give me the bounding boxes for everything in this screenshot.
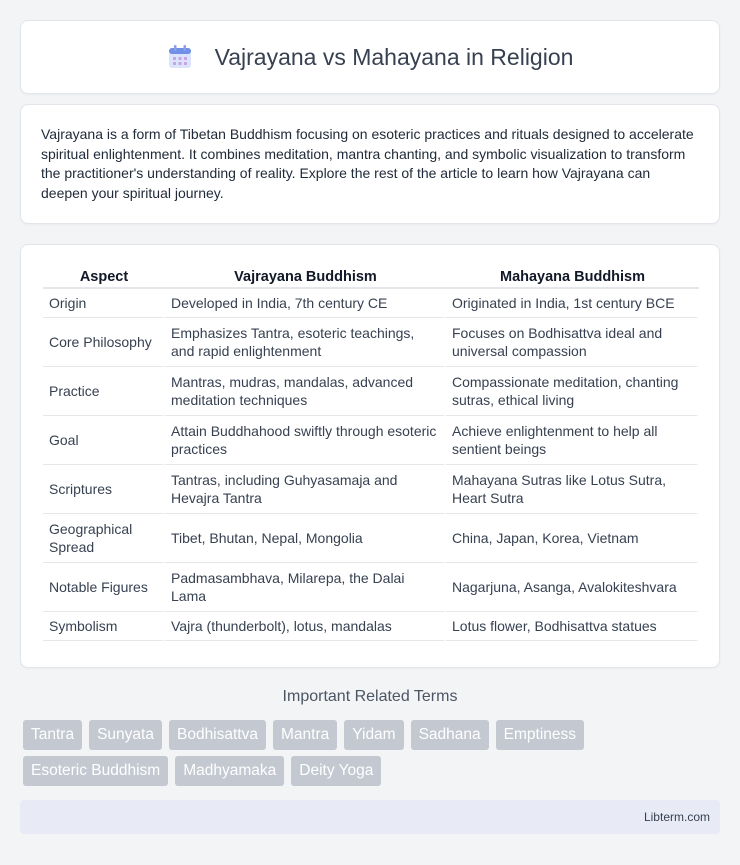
comparison-table <box>43 265 699 641</box>
table-row <box>43 416 699 465</box>
header-card <box>20 20 720 94</box>
tag-yidam[interactable]: Yidam <box>344 720 403 750</box>
cell-mahayana: Originated in India, 1st century BCE <box>446 289 699 318</box>
page-title: Vajrayana vs Mahayana in Religion <box>214 43 574 70</box>
cell-mahayana: China, Japan, Korea, Vietnam <box>446 514 699 563</box>
tag-esoteric-buddhism[interactable]: Esoteric Buddhism <box>23 756 168 786</box>
cell-vajrayana: Vajra (thunderbolt), lotus, mandalas <box>165 612 446 641</box>
header-mahayana: Mahayana Buddhism <box>446 265 699 289</box>
cell-vajrayana: Emphasizes Tantra, esoteric teachings, and rapid enlightenment <box>165 318 446 367</box>
footer <box>20 800 720 834</box>
cell-vajrayana: Tibet, Bhutan, Nepal, Mongolia <box>165 514 446 563</box>
intro-card <box>20 104 720 224</box>
cell-aspect: Goal <box>43 416 165 465</box>
table-row <box>43 514 699 563</box>
comparison-table-card <box>20 244 720 668</box>
cell-aspect: Scriptures <box>43 465 165 514</box>
tag-sunyata[interactable]: Sunyata <box>89 720 162 750</box>
table-row <box>43 289 699 318</box>
cell-mahayana: Lotus flower, Bodhisattva statues <box>446 612 699 641</box>
cell-vajrayana: Attain Buddhahood swiftly through esoteric practices <box>165 416 446 465</box>
calendar-icon <box>167 44 193 70</box>
cell-vajrayana: Mantras, mudras, mandalas, advanced meditation techniques <box>165 367 446 416</box>
cell-mahayana: Compassionate meditation, chanting sutras, ethical living <box>446 367 699 416</box>
tag-deity-yoga[interactable]: Deity Yoga <box>291 756 381 786</box>
header-aspect: Aspect <box>43 265 165 289</box>
header-vajrayana: Vajrayana Buddhism <box>165 265 446 289</box>
tag-tantra[interactable]: Tantra <box>23 720 82 750</box>
cell-vajrayana: Padmasambhava, Milarepa, the Dalai Lama <box>165 563 446 612</box>
tag-mantra[interactable]: Mantra <box>273 720 337 750</box>
table-row <box>43 465 699 514</box>
cell-aspect: Geographical Spread <box>43 514 165 563</box>
cell-vajrayana: Tantras, including Guhyasamaja and Hevajra Tantra <box>165 465 446 514</box>
cell-vajrayana: Developed in India, 7th century CE <box>165 289 446 318</box>
cell-aspect: Symbolism <box>43 612 165 641</box>
table-row <box>43 563 699 612</box>
tag-emptiness[interactable]: Emptiness <box>496 720 584 750</box>
cell-aspect: Notable Figures <box>43 563 165 612</box>
tag-sadhana[interactable]: Sadhana <box>411 720 489 750</box>
cell-mahayana: Achieve enlightenment to help all sentient beings <box>446 416 699 465</box>
intro-text: Vajrayana is a form of Tibetan Buddhism focusing on esoteric practices and rituals designed to accelerate spiritual enlightenment. It combines meditation, mantra chanting, and symbolic visualization to transform the practitioner's understanding of reality. Explore the rest of the article to learn how Vajrayana can deepen your spiritual journey. <box>41 126 694 201</box>
footer-site-link[interactable]: Libterm.com <box>643 810 710 824</box>
tag-bodhisattva[interactable]: Bodhisattva <box>169 720 266 750</box>
cell-mahayana: Nagarjuna, Asanga, Avalokiteshvara <box>446 563 699 612</box>
table-row <box>43 612 699 641</box>
tag-madhyamaka[interactable]: Madhyamaka <box>175 756 284 786</box>
related-terms-title: Important Related Terms <box>282 688 458 705</box>
table-row <box>43 318 699 367</box>
cell-mahayana: Mahayana Sutras like Lotus Sutra, Heart Sutra <box>446 465 699 514</box>
cell-aspect: Core Philosophy <box>43 318 165 367</box>
cell-mahayana: Focuses on Bodhisattva ideal and universal compassion <box>446 318 699 367</box>
cell-aspect: Practice <box>43 367 165 416</box>
related-terms-tags <box>23 720 723 786</box>
table-row <box>43 367 699 416</box>
cell-aspect: Origin <box>43 289 165 318</box>
